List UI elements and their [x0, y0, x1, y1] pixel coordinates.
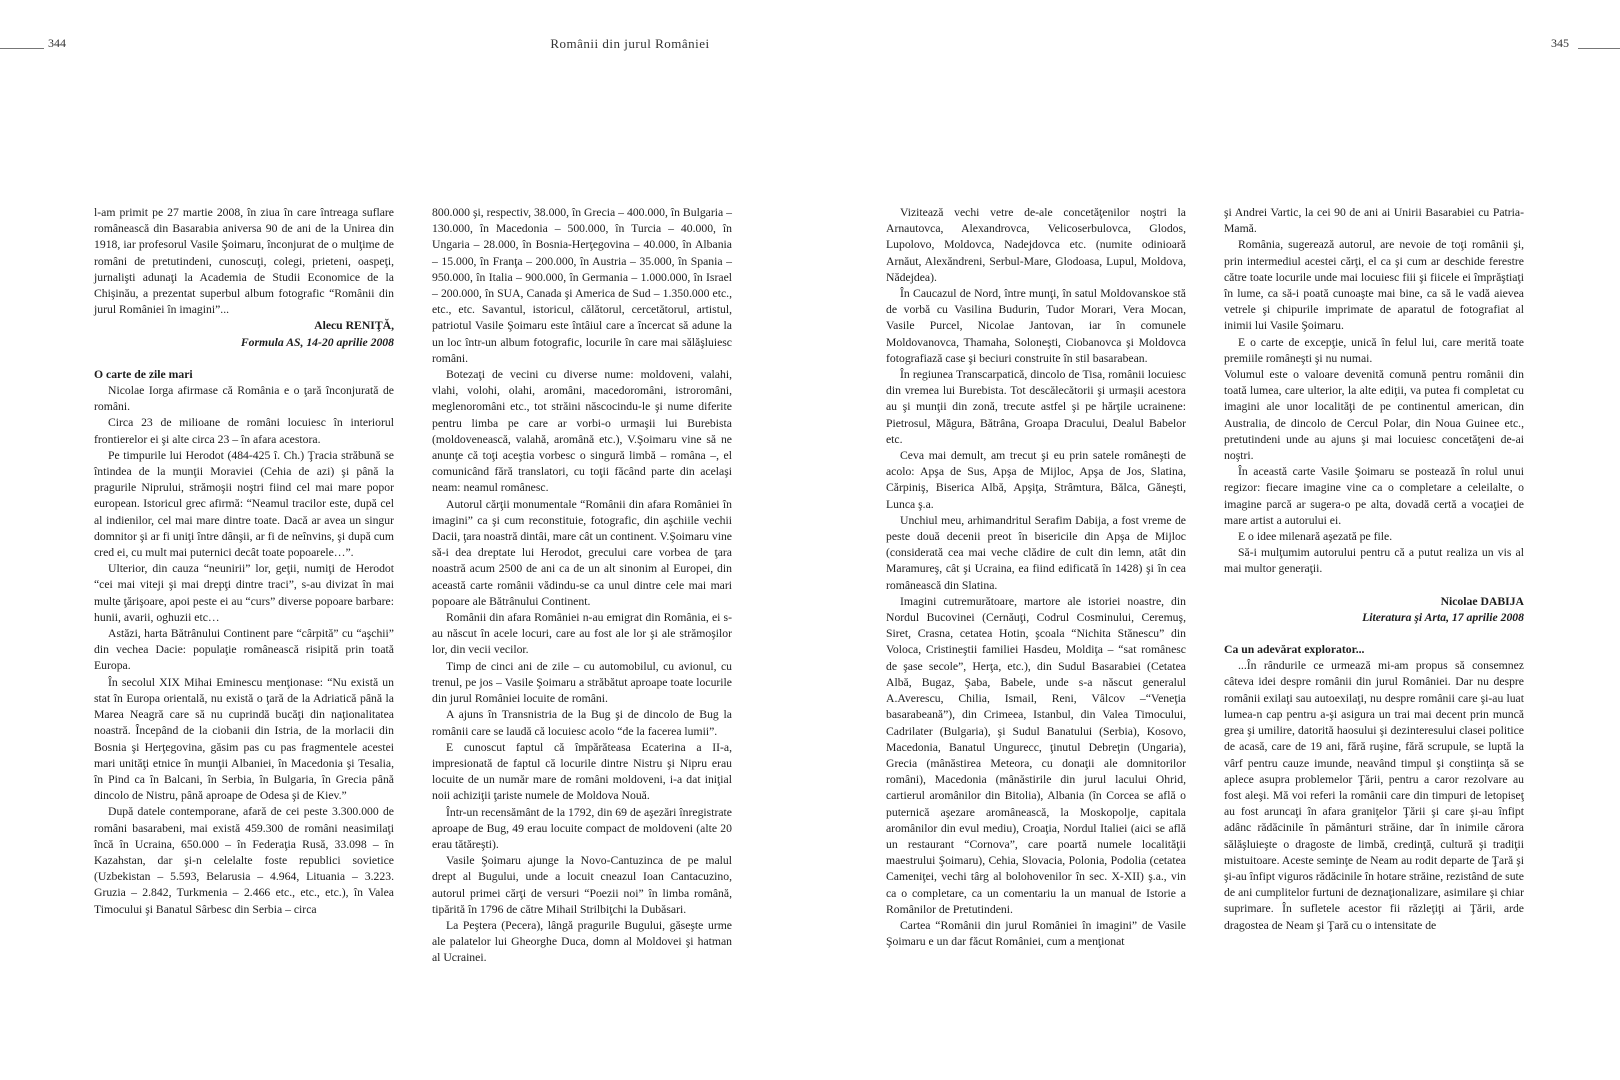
paragraph: Într-un recensământ de la 1792, din 69 de aşezări înregistrate aproape de Bug, 49 erau locuite compact de moldoveni (alte 20 erau tătăreşti).: [432, 805, 732, 851]
column-2: [432, 205, 732, 967]
column-3: [886, 205, 1186, 950]
paragraph: E o carte de excepţie, unică în felul lui, care merită toate premiile româneşti şi nu numai.: [1224, 335, 1524, 365]
paragraph: Unchiul meu, arhimandritul Serafim Dabija, a fost vreme de peste două decenii preot în bisericile din Apşa de Mijloc (considerată cea mai veche clădire de cult din lemn, atât din Maramureş, cât şi Ucraina, ea fiind edificată în 1428) şi în cea românească din Slatina.: [886, 513, 1186, 592]
paragraph: Ceva mai demult, am trecut şi eu prin satele româneşti de acolo: Apşa de Sus, Apşa de Mijloc, Apşa de Jos, Slatina, Cărpiniş, Biserica Albă, Apşiţa, Strâmtura, Bălca, Găneşti, Lunca ş.a.: [886, 449, 1186, 511]
paragraph: Ulterior, din cauza “neunirii” lor, geţii, numiţi de Herodot “cei mai viteji şi mai drepţi dintre traci”, s-au divizat în mai multe ţărişoare, apoi peste ei au “curs” diverse popoare barbare: hunii, avarii, oghuzii etc…: [94, 562, 394, 624]
paragraph: În această carte Vasile Şoimaru se postează în rolul unui regizor: fiecare imagine vine ca o completare a celeilalte, o imagine parcă ar sugera-o pe alta, dovadă certă a vocaţiei de mare artist a autorului ei.: [1224, 465, 1524, 527]
paragraph: La Peştera (Pecera), lângă pragurile Bugului, găseşte urme ale palatelor lui Gheorghe Duca, domn al Moldovei şi hatman al Ucrainei.: [432, 918, 732, 965]
header-rule-right: [1578, 48, 1620, 49]
signature-author: Alecu RENIŢĂ,: [314, 319, 394, 333]
paragraph: E o idee milenară aşezată pe file.: [1238, 530, 1393, 544]
section-heading: Ca un adevărat explorator...: [1224, 643, 1365, 657]
paragraph: ...În rândurile ce urmează mi-am propus să consemnez câteva idei despre românii din jurul României. Dar nu despre românii exilaţi sau autoexilaţi, nu despre românii care şi-au luat lumea-n cap pentru a-şi asigura un trai mai decent prin muncă grea şi umilire, datorită haosului şi dezinteresului clasei politice de acasă, care de 19 ani, fără ruşine, fără scrupule, se luptă la vârf pentru cauze imunde, neavând timpul şi conştiinţa să se aplece asupra problemelor Ţării, pentru a caror rezolvare au fost aleşi. Mă voi referi la românii care din timpuri de letopiseţ au fost aruncaţi în afara graniţelor Ţării şi care şi-au înfipt adânc rădăcinile în pământuri străine, dar în inimile cărora sălăşluieşte o dragoste de limbă, credinţă, cultură şi tradiţii mistuitoare. Aceste seminţe de Neam au rodit departe de Ţară şi şi-au înfipt viguros rădăcinile în hotare străine, rezistând de sute de ani cumplitelor furtuni de deznaţionalizare, asimilare şi chiar suprimare. În sufletele acestor fii răzleţiţi ai Ţării, arde dragostea de Neam şi Ţară cu o intensitate de: [1224, 659, 1524, 932]
paragraph: şi Andrei Vartic, la cei 90 de ani ai Unirii Basarabiei cu Patria-Mamă.: [1224, 206, 1524, 236]
section-heading: O carte de zile mari: [94, 367, 193, 381]
paragraph: Botezaţi de vecini cu diverse nume: moldoveni, valahi, vlahi, volohi, olahi, aromâni, macedoromâni, istroromâni, meglenoromâni etc., tot străini născocindu-le şi nume diferite pentru limba pe care ar vorbi-o urmaşii lui Burebista (moldovenească, valahă, aromână etc.), V.Şoimaru vine să ne anunţe că toţi aceştia vorbesc o singură limbă – româna –, el comunicând fără translatori, cu toţii făcând parte din acelaşi neam: neamul românesc.: [432, 368, 732, 495]
signature-source: [1224, 610, 1524, 626]
paragraph: În secolul XIX Mihai Eminescu menţionase: “Nu există un stat în Europa orientală, nu există o ţară de la Adriatică până la Marea Neagră care să nu cuprindă bucăţi din naţionalitatea noastră. Începând de la ciobanii din Istria, de la morlacii din Bosnia şi Herţegovina, găsim pas cu pas fragmentele acestei mari unităţi etnice în munţii Albaniei, în Macedonia şi Tesalia, în Pind ca în Balcani, în Serbia, în Bulgaria, în Grecia până dincolo de Nistru, până aproape de Odesa şi de Kiev.”: [94, 675, 394, 803]
signature-publication: Formula AS, 14-20 aprilie 2008: [240, 335, 394, 349]
signature-publication: Literatura şi Arta, 17 aprilie 2008: [1362, 610, 1524, 624]
paragraph: În regiunea Transcarpatică, dincolo de Tisa, românii locuiesc din vremea lui Burebista. Tot descălecătorii şi urmaşii acestora au şi munţii din zonă, trecute astfel şi pe hărţile ucrainene: Pietrosul, Măgura, Bătrâna, Groapa Dracului, Dealul Babelor etc.: [886, 368, 1186, 446]
paragraph: Cartea “Românii din jurul României în imagini” de Vasile Şoimaru e un dar făcut României, cum a menţionat: [886, 918, 1186, 949]
signature: [1224, 594, 1524, 610]
paragraph: Să-i mulţumim autorului pentru că a putut realiza un vis al mai multor generaţii.: [1224, 546, 1524, 576]
column-4: [1224, 205, 1524, 934]
paragraph: Timp de cinci ani de zile – cu automobilul, cu avionul, cu trenul, pe jos – Vasile Şoimaru a străbătut aproape toate locurile din jurul României locuite de români.: [432, 659, 732, 706]
paragraph: România, sugerează autorul, are nevoie de toţi românii şi, prin intermediul acestei cărţi, el ca şi cum ar deschide ferestre către toate locurile unde mai locuiesc fiii şi fiicele ei împrăştiaţi în lume, ca să-i poată cunoaşte mai bine, ca să le vadă aievea vetrele şi chipurile imprimate de aparatul de fotografiat al inimii lui Vasile Şoimaru.: [1224, 238, 1524, 333]
paragraph: Circa 23 de milioane de români locuiesc în interiorul frontierelor ei şi alte circa 23 – în afara acestora.: [94, 416, 394, 446]
paragraph: După datele contemporane, afară de cei peste 3.300.000 de români basarabeni, mai există 459.300 de români neasimilaţi încă în Ucraina, 650.000 – în Federaţia Rusă, 33.098 – în Kazahstan, dar şi-n celelalte foste republici sovietice (Uzbekistan – 5.593, Belarusia – 4.964, Lituania – 3.223. Gruzia – 2.842, Turkmenia – 2.466 etc., etc., etc.), în Valea Timocului şi Banatul Sârbesc din Serbia – circa: [94, 805, 394, 916]
right-page-number: 345: [1551, 36, 1569, 50]
paragraph: Românii din afara României n-au emigrat din România, ei s-au născut în acele locuri, care au fost ale lor şi ale strămoşilor lor, din vecii vecilor.: [432, 611, 732, 657]
signature-author: Nicolae DABIJA: [1440, 594, 1524, 608]
paragraph: Astăzi, harta Bătrânului Continent pare “cârpită” cu “aşchii” din vechea Dacie: populaţie românească risipită prin toată Europa.: [94, 627, 394, 673]
paragraph: Autorul cărţii monumentale “Românii din afara României în imagini” ca şi cum reconstituie, fotografic, din aşchiile vechii Dacii, ţara noastră dintâi, mare cât un continent. V.Şoimaru vine să-i dea dreptate lui Herodot, grecului care vorbea de ţara noastră acum 2500 de ani ca de un alt sinonim al Europei, din această carte românii vădindu-se ca unul dintre cele mai mari popoare ale Bătrânului Continent.: [432, 497, 732, 608]
paragraph: În Caucazul de Nord, între munţi, în satul Moldovanskoe stă de vorbă cu Vasilina Budurin, Tudor Morari, Vera Mocan, Vasile Purcel, Nicolae Jantovan, iar în comunele Moldovanovca, Thamaha, Soloneşti, Ciobanovca şi Moldovca fotografiază case şi beciuri construite în stil basarabean.: [886, 287, 1186, 365]
paragraph: Volumul este o valoare devenită comună pentru românii din toată lumea, care ulterior, la alte ediţii, va putea fi completat cu imagini ale unor localităţi de pe continentul american, din Australia, de dincolo de Cercul Polar, din Noua Guinee etc., pretutindeni unde au ajuns şi mai locuiesc concetăţeni de-ai noştri.: [1224, 368, 1524, 463]
left-page-number: 344: [48, 36, 66, 50]
running-title: Românii din jurul României: [550, 36, 710, 51]
paragraph: Vizitează vechi vetre de-ale concetăţenilor noştri la Arnautovca, Alexandrovca, Velicoserbulovca, Glodos, Lupolovo, Moldovca, Nadejdovca etc. (numite odinioară Arnăut, Alexăndreni, Serbul-Mare, Glodoasa, Lupul, Moldova, Nădejdea).: [886, 206, 1186, 284]
paragraph: E cunoscut faptul că împărăteasa Ecaterina a II-a, impresionată de faptul că locurile dintre Nistru şi Nipru erau locuite de un număr mare de români moldoveni, i-a dat iniţial noii achiziţii ţariste numele de Moldova Nouă.: [432, 740, 732, 803]
paragraph: Imagini cutremurătoare, martore ale istoriei noastre, din Nordul Bucovinei (Cernăuţi, Codrul Cosminului, Ceremuş, Siret, Crasna, cetatea Hotin, şcoala “Nichita Stănescu” din Voloca, Cristineştii familiei Hasdeu, Moldiţa – “sat românesc de şase secole”, Herţa, etc.), din Sudul Basarabiei (Cetatea Albă, Bugaz, Şaba, Babele, unde s-a născut generalul A.Averescu, Chilia, Ismail, Reni, Vâlcov –“Veneţia basarabeană”), din Crimeea, Istanbul, din Valea Timocului, Cadrilater (Bulgaria), şi Sudul Banatului (Serbia), Kosovo, Macedonia, Banatul Ungurecc, ţinutul Debreţin (Ungaria), Grecia (mânăstirea Meteora, cu donaţii ale domnitorilor români), Macedonia (mânăstirile din jurul lacului Ohrid, cartierul aromânilor din Bitolia), Albania (în Corcea se află o puternică aşezare aromânească, la Moskopolje, capitala aromânilor din evul mediu), Croaţia, Nordul Italiei (aici se află un restaurant “Cornova”, care poartă numele localităţii maestrului Şoimaru), Cehia, Slovacia, Polonia, Podolia (cetatea Cameniţei, vechi târg al bolohovenilor în sec. X-XII) ş.a., vin ca o completare, ca un comentariu la un manual de Istorie a Românilor de Pretutindeni.: [886, 594, 1186, 916]
column-1: [94, 205, 394, 918]
signature: [94, 318, 394, 334]
paragraph: Pe timpurile lui Herodot (484-425 î. Ch.) Ţracia străbună se întindea de la munţii Moraviei (Cehia de azi) şi până la pragurile Niprului, strămoşii noştri fiind cel mai mare popor european. Istoricul grec afirmă: “Neamul tracilor este, după cel al indienilor, cel mai mare dintre toate. Dacă ar avea un singur domnitor şi ar fi uniţi între dânşii, ar fi de neînvins, şi după cum cred ei, cu mult mai puternici decât toate popoarele…”.: [94, 448, 394, 560]
paragraph: A ajuns în Transnistria de la Bug şi de dincolo de Bug la românii care se laudă că locuiesc acolo “de la facerea lumii”.: [432, 708, 732, 738]
signature-source: [94, 335, 394, 351]
paragraph: l-am primit pe 27 martie 2008, în ziua în care întreaga suflare românească din Basarabia aniversa 90 de ani de la Unirea din 1918, iar profesorul Vasile Şoimaru, înconjurat de o mulţime de români de pretutindeni, cunoscuţi, colegi, prieteni, oaspeţi, jurnalişti adunaţi la Academia de Studii Economice de la Chişinău, a prezentat superbul album fotografic “Românii din jurul României în imagini”...: [94, 206, 394, 317]
paragraph: Nicolae Iorga afirmase că România e o ţară înconjurată de români.: [94, 384, 394, 414]
paragraph: 800.000 şi, respectiv, 38.000, în Grecia – 400.000, în Bulgaria – 130.000, în Macedonia – 500.000, în Turcia – 40.000, în Ungaria – 28.000, în Bosnia-Herţegovina – 40.000, în Albania – 15.000, în Franţa – 200.000, în Austria – 35.000, în Spania – 950.000, în Italia – 900.000, în Germania – 1.000.000, în Israel – 200.000, în SUA, Canada şi America de Sud – 1.350.000 etc., etc., etc. Savantul, istoricul, călătorul, cercetătorul, artistul, patriotul Vasile Şoimaru este întâiul care a încercat să adune la un loc într-un album fotografic, locurile în care mai sălăşluiesc români.: [432, 206, 732, 365]
paragraph: Vasile Şoimaru ajunge la Novo-Cantuzinca de pe malul drept al Bugului, unde a locuit cneazul Ioan Cantacuzino, autorul primei cărţi de versuri “Poezii noi” în limba română, tipărită în 1796 de către Mihail Strilbiţchi la Dubăsari.: [432, 854, 732, 916]
